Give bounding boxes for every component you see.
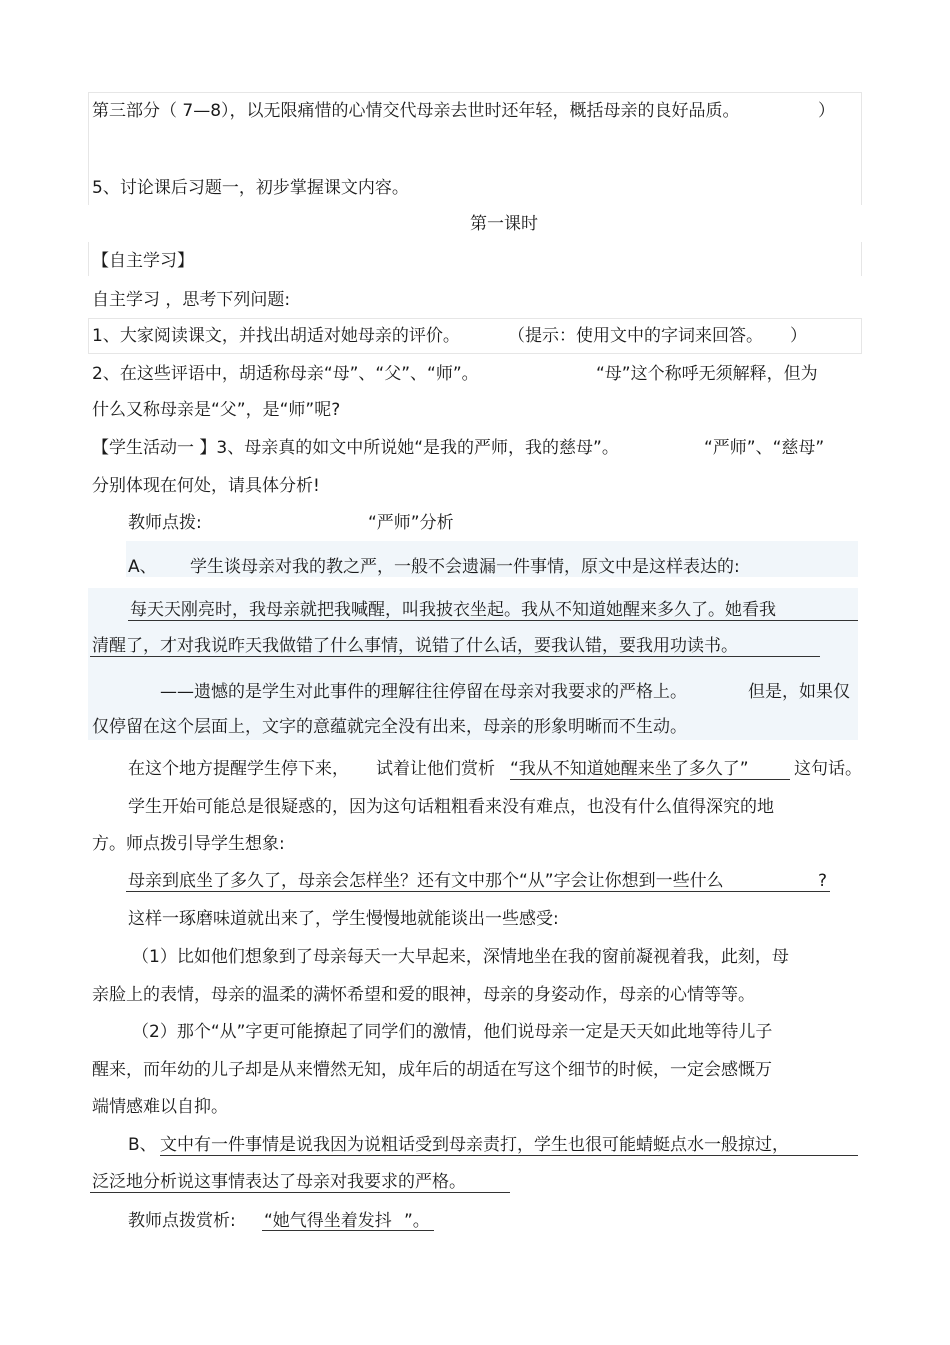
teacher-appreciation-quote: “她气得坐着发抖 [264, 1211, 392, 1231]
question-2b: “母”这个称呼无须解释，但为 [596, 364, 818, 384]
strict-teacher-heading: “严师”分析 [368, 513, 454, 533]
item-5-line: 5、讨论课后习题一，初步掌握课文内容。 [92, 178, 409, 198]
question-1-text: 1、大家阅读课文，并找出胡适对她母亲的评价。 [92, 326, 460, 346]
quote-line-1: 每天天刚亮时，我母亲就把我喊醒，叫我披衣坐起。我从不知道她醒来多久了。她看我 [130, 600, 776, 620]
doubt-line: 学生开始可能总是很疑惑的，因为这句话粗粗看来没有难点，也没有什么值得深究的地 [128, 797, 774, 817]
regret-line-cont: 仅停留在这个层面上，文字的意蕴就完全没有出来，母亲的形象明晰而不生动。 [92, 717, 687, 737]
pause-line-quote: “我从不知道她醒来坐了多久了” [510, 759, 749, 779]
point-b-cont: 泛泛地分析说这事情表达了母亲对我要求的严格。 [92, 1172, 466, 1192]
point-b-text: 文中有一件事情是说我因为说粗话受到母亲责打，学生也很可能蜻蜓点水一般掠过， [160, 1135, 789, 1155]
imagine-question-mark: ? [818, 871, 828, 891]
activity-1b: “严师”、“慈母” [704, 438, 825, 458]
study-frame [88, 242, 862, 276]
feeling-2-cont: 醒来，而年幼的儿子却是从来懵然无知，成年后的胡适在写这个细节的时候，一定会感慨万 [92, 1060, 772, 1080]
feeling-1-line: （1）比如他们想象到了母亲每天一大早起来，深情地坐在我的窗前凝视着我，此刻，母 [132, 947, 789, 967]
activity-1-cont: 分别体现在何处，请具体分析! [92, 476, 320, 496]
teacher-guide-label: 教师点拨: [128, 513, 202, 533]
regret-line-a: ——遗憾的是学生对此事件的理解往往停留在母亲对我要求的严格上。 [160, 682, 687, 702]
feeling-2-line: （2）那个“从”字更可能撩起了同学们的激情，他们说母亲一定是天天如此地等待儿子 [132, 1022, 773, 1042]
point-b-underline-2 [90, 1192, 510, 1193]
point-b-label: B、 [128, 1135, 157, 1155]
quote-underline-1 [128, 620, 858, 621]
lesson-title: 第一课时 [470, 214, 538, 234]
part-three-close-paren: ） [818, 101, 835, 121]
question-1-hint-close: ） [790, 326, 807, 346]
teacher-appreciation-label: 教师点拨赏析: [128, 1211, 236, 1231]
doubt-line-cont: 方。师点拨引导学生想象: [92, 834, 285, 854]
feeling-1-cont: 亲脸上的表情，母亲的温柔的满怀希望和爱的眼神，母亲的身姿动作，母亲的心情等等。 [92, 985, 755, 1005]
point-a-label: A、 [128, 557, 157, 577]
ponder-line: 这样一琢磨味道就出来了，学生慢慢地就能谈出一些感受: [128, 909, 559, 929]
regret-line-b: 但是，如果仅 [748, 682, 850, 702]
part-three-line [92, 99, 740, 123]
pause-line-b: 试着让他们赏析 [376, 759, 495, 779]
quote-underline-2 [90, 656, 820, 657]
self-study-heading: 【自主学习】 [92, 251, 194, 271]
question-2a: 2、在这些评语中，胡适称母亲“母”、“父”、“师”。 [92, 364, 479, 384]
pause-quote-underline [510, 779, 790, 780]
point-b-underline-1 [160, 1155, 858, 1156]
imagine-question: 母亲到底坐了多久了，母亲会怎样坐？还有文中那个“从”字会让你想到一些什么 [128, 871, 724, 891]
pause-line-d: 这句话。 [794, 759, 862, 779]
teacher-appreciation-underline [262, 1230, 434, 1231]
part-three-text: 第三部分（ 7—8），以无限痛惜的心情交代母亲去世时还年轻，概括母亲的良好品质。 [92, 101, 740, 121]
feeling-2-end: 端情感难以自抑。 [92, 1097, 228, 1117]
activity-1a: 【学生活动一 】3、母亲真的如文中所说她“是我的严师，我的慈母”。 [92, 438, 619, 458]
question-2-cont: 什么又称母亲是“父”，是“师”呢? [92, 400, 341, 420]
teacher-appreciation-end: ”。 [404, 1211, 430, 1231]
question-1-hint: （提示：使用文中的字词来回答。 [508, 326, 763, 346]
pause-line-a: 在这个地方提醒学生停下来， [128, 759, 349, 779]
self-study-intro: 自主学习 ，思考下列问题: [92, 290, 291, 310]
point-a-text: 学生谈母亲对我的教之严，一般不会遗漏一件事情，原文中是这样表达的: [190, 557, 740, 577]
quote-line-2: 清醒了，才对我说昨天我做错了什么事情，说错了什么话，要我认错，要我用功读书。 [92, 636, 738, 656]
imagine-underline [126, 891, 830, 892]
question-1 [92, 324, 460, 348]
